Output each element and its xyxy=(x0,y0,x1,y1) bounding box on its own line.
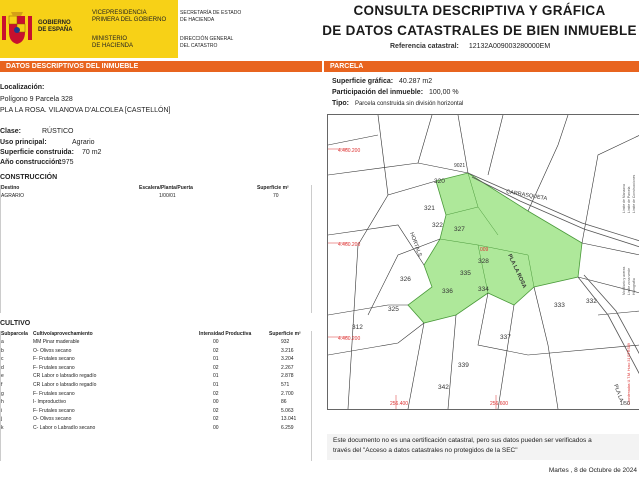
crop-cell: 02 xyxy=(213,347,219,354)
secretary-name: SECRETARÍA DE ESTADO DE HACIENDA xyxy=(180,10,242,23)
crop-cell: 01 xyxy=(213,356,219,363)
parcel-337: 337 xyxy=(500,334,511,341)
directorate-name: DIRECCIÓN GENERAL DEL CATASTRO xyxy=(180,36,234,49)
construction-title: CONSTRUCCIÓN xyxy=(0,174,58,181)
crop-cell: 02 xyxy=(213,364,219,371)
parcel-336: 336 xyxy=(442,288,453,295)
crop-cell: 3.216 xyxy=(281,347,294,354)
vicepresidency-name: VICEPRESIDENCIA PRIMERA DEL GOBIERNO xyxy=(92,10,167,23)
crop-cell: 00 xyxy=(213,425,219,431)
map-legend-limits xyxy=(622,174,636,295)
map-legend xyxy=(627,343,631,405)
coord-label-2: 4.460.200 xyxy=(338,242,361,248)
crop-cell: F- Frutales secano xyxy=(33,390,75,397)
crop-cell: k xyxy=(1,425,4,431)
constr-cell: 1/00/01 xyxy=(159,193,176,199)
crop-cell: 02 xyxy=(213,416,219,423)
crop-cell: c xyxy=(1,356,4,363)
parcel-327: 327 xyxy=(454,226,465,233)
crop-cell: a xyxy=(1,339,4,345)
parcel-322: 322 xyxy=(432,222,443,229)
use-label: Uso principal: xyxy=(0,139,47,146)
highlighted-parcel xyxy=(408,173,582,323)
crop-cell: j xyxy=(1,416,3,423)
parcel-header: PARCELA xyxy=(324,61,639,72)
crop-cell: F- Frutales secano xyxy=(33,364,75,371)
legend-mobiliario: Mobiliario y aceras xyxy=(622,266,626,295)
cadastral-map-canvas xyxy=(328,115,639,409)
coord-label-3: 4.460.200 xyxy=(338,336,361,342)
crop-cell: 932 xyxy=(281,339,290,345)
crop-cell: i xyxy=(1,407,3,414)
crop-title: CULTIVO xyxy=(0,320,31,327)
parcel-342: 342 xyxy=(438,384,449,391)
parcel-332: 332 xyxy=(586,298,597,305)
parcel-321: 321 xyxy=(424,205,435,212)
descriptive-data-header: DATOS DESCRIPTIVOS DEL INMUEBLE xyxy=(0,61,322,72)
crop-cell: e xyxy=(1,373,4,380)
construction-table xyxy=(0,185,312,313)
disclaimer-line1: Este documento no es una certificación catastral, pero sus datos pueden ser verificados a xyxy=(333,437,592,444)
disclaimer-line2: través del "Acceso a datos catastrales no protegidos de la SEC" xyxy=(333,447,518,454)
year-value: 1975 xyxy=(58,159,74,166)
crop-cell: 13.041 xyxy=(281,416,297,423)
constr-cell: AGRARIO xyxy=(1,193,25,199)
parcel-325: 325 xyxy=(388,306,399,313)
parcel-9021: 9021 xyxy=(454,163,466,169)
crop-cell: 6.259 xyxy=(281,425,294,431)
participation: Participación del inmueble: 100,00 % xyxy=(332,89,459,96)
class-label: Clase: xyxy=(0,128,22,135)
parcel-326: 326 xyxy=(400,276,411,283)
legend-utm: Coordenadas U.T.M. Huso 31 ETRS89 xyxy=(627,343,631,405)
map-scale: 1/50 xyxy=(620,401,630,407)
parcel-328: 328 xyxy=(478,258,489,265)
crop-cell: 01 xyxy=(213,373,219,380)
parcel-320: 320 xyxy=(434,178,445,185)
crop-cell: 2.700 xyxy=(281,390,294,397)
coord-label-1: 4.460.200 xyxy=(338,148,361,154)
crop-cell: 2.878 xyxy=(281,373,294,380)
constr-cell: 70 xyxy=(273,193,279,199)
parcel-334: 334 xyxy=(478,286,489,293)
legend-hidrografia: Hidrografía xyxy=(632,278,636,295)
built-area-value: 70 m2 xyxy=(82,149,102,156)
parcel-339: 339 xyxy=(458,362,469,369)
cadastral-reference: Referencia catastral: 12132A009003280000EM xyxy=(390,43,551,50)
legend-zona-verde: Límite zona verde xyxy=(627,268,631,295)
cadastral-map[interactable] xyxy=(327,114,639,410)
crop-cell: 86 xyxy=(281,399,287,406)
street-hortals: HORTALS xyxy=(408,231,423,258)
legend-construcciones: Límite de Construcciones xyxy=(632,174,636,213)
crop-cell: CR Labor o labradío regadío xyxy=(33,373,97,380)
constr-header-destino: Destino xyxy=(1,185,20,191)
coat-of-arms-icon xyxy=(2,10,32,46)
crop-cell: f xyxy=(1,382,3,388)
crop-cell: 5.063 xyxy=(281,407,294,414)
parcel-312: 312 xyxy=(352,324,363,331)
crop-cell: 00 xyxy=(213,399,219,406)
crop-cell: F- Frutales secano xyxy=(33,356,75,363)
crop-cell: d xyxy=(1,364,4,371)
crop-cell: O- Olivos secano xyxy=(33,347,72,354)
gov-name: GOBIERNO DE ESPAÑA xyxy=(38,20,73,33)
crop-cell: 2.267 xyxy=(281,364,294,371)
parcel-335: 335 xyxy=(460,270,471,277)
year-label: Año construcción: xyxy=(0,159,62,166)
constr-header-escalera: Escalera/Planta/Puerta xyxy=(139,185,193,191)
crop-table xyxy=(0,331,312,461)
class-value: RÚSTICO xyxy=(42,128,74,135)
crop-cell: 01 xyxy=(213,382,219,388)
legend-parcela: Límite de Parcela xyxy=(627,186,631,213)
built-area-label: Superficie construida: xyxy=(0,149,74,156)
crop-cell: O- Olivos secano xyxy=(33,416,72,423)
ministry-name: MINISTERIO DE HACIENDA xyxy=(92,36,134,49)
use-value: Agrario xyxy=(72,139,95,146)
crop-cell: C- Labor o Labradío secano xyxy=(33,425,96,431)
crop-header-intensidad: Intensidad Productiva xyxy=(199,331,252,337)
crop-cell: F- Frutales secano xyxy=(33,407,75,414)
crop-cell: 571 xyxy=(281,382,290,388)
street-carrasqueta: CARRASQUETA xyxy=(505,189,548,203)
constr-header-superficie: Superficie m² xyxy=(257,185,289,191)
parcel-009: 009 xyxy=(480,247,489,253)
street-pla-la-rosa: PLA LA ROSA xyxy=(506,253,528,290)
crop-cell: 02 xyxy=(213,390,219,397)
location-label: Localización: xyxy=(0,84,45,91)
location-line1: Polígono 9 Parcela 328 xyxy=(0,96,73,103)
disclaimer-box xyxy=(327,434,639,460)
crop-header-cultivo: Cultivo/aprovechamiento xyxy=(33,331,93,337)
crop-cell: h xyxy=(1,399,4,406)
crop-header-superficie: Superficie m² xyxy=(269,331,301,337)
crop-cell: CR Labor o labradío regadío xyxy=(33,382,97,388)
document-date: Martes , 8 de Octubre de 2024 xyxy=(548,467,637,474)
crop-cell: b xyxy=(1,347,4,354)
crop-cell: g xyxy=(1,390,4,397)
coord-label-4: 256.400 xyxy=(390,401,409,407)
street-pla-la: PLA LA xyxy=(612,383,625,403)
crop-cell: 00 xyxy=(213,339,219,345)
coord-label-5: 256.600 xyxy=(490,401,509,407)
legend-manzana: Límite de Manzana xyxy=(622,184,626,213)
graphic-area: Superficie gráfica: 40.287 m2 xyxy=(332,78,433,85)
document-title: CONSULTA DESCRIPTIVA Y GRÁFICA DE DATOS CATASTRALES DE BIEN INMUEBLE xyxy=(322,3,637,38)
crop-cell: MM Pinar maderable xyxy=(33,339,80,345)
location-line2: PLA LA ROSA. VILANOVA D'ALCOLEA [CASTELLÓN] xyxy=(0,107,171,114)
parcel-type: Tipo: Parcela construida sin división horizontal xyxy=(332,100,464,107)
crop-cell: 02 xyxy=(213,407,219,414)
crop-cell: I- Improductivo xyxy=(33,399,67,406)
crop-header-subparcela: Subparcela xyxy=(1,331,28,337)
crop-cell: 3.204 xyxy=(281,356,294,363)
parcel-333: 333 xyxy=(554,302,565,309)
